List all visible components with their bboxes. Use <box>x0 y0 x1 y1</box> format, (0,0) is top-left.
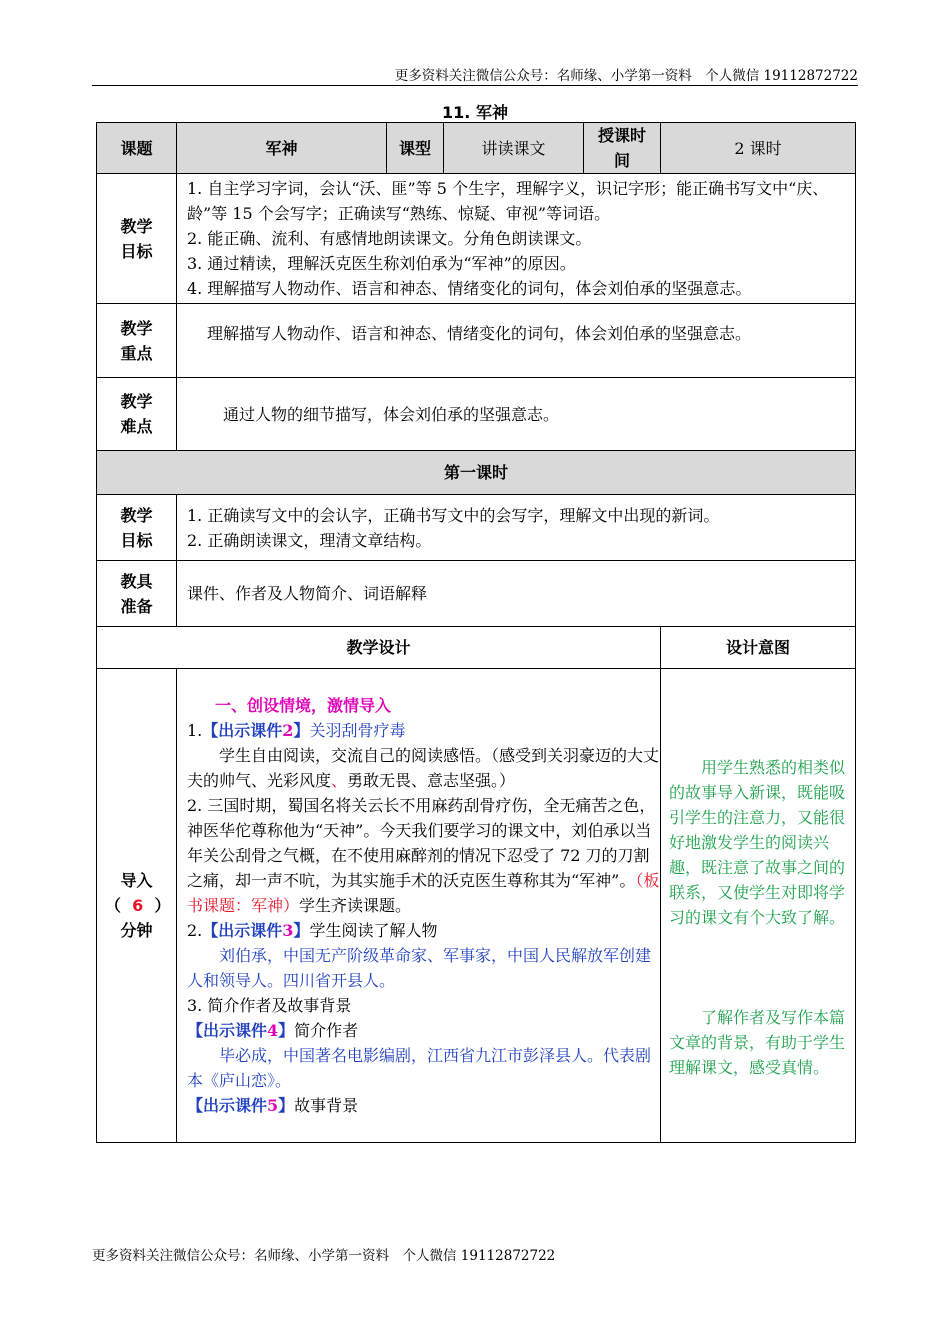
difficulty-label: 教学难点 <box>97 378 177 451</box>
intro-intent <box>661 669 856 1143</box>
intro-item1-text: 学生自由阅读，交流自己的阅读感悟。（感受到关羽豪迈的大丈夫的帅气、光彩风度、勇敢无畏、意志坚强。） <box>187 746 660 790</box>
design-header-row <box>97 627 856 669</box>
intent-2: 了解作者及写作本篇文章的背景，有助于学生理解课文，感受真情。 <box>669 1008 846 1077</box>
lesson1-goal-line: 2. 正确朗读课文，理清文章结构。 <box>187 530 432 550</box>
goals-content <box>177 174 856 304</box>
goal-line: 2. 能正确、流利、有感情地朗读课文。分角色朗读课文。 <box>187 229 592 248</box>
lesson1-goals-content <box>177 495 856 561</box>
goal-line: 4. 理解描写人物动作、语言和神态、情绪变化的词句，体会刘伯承的坚强意志。 <box>187 279 752 298</box>
intro-item4: 3. 简介作者及故事背景 <box>187 996 352 1015</box>
intro-heading: 一、创设情境，激情导入 <box>215 696 392 715</box>
type-label: 课型 <box>387 123 444 174</box>
topic-value: 军神 <box>177 123 387 174</box>
difficulty-row <box>97 378 856 451</box>
page-header: 更多资料关注微信公众号：名师缘、小学第一资料 个人微信 19112872722 <box>394 68 858 84</box>
goals-row <box>97 174 856 304</box>
type-value: 讲读课文 <box>444 123 584 174</box>
lesson1-goals-label: 教学目标 <box>97 495 177 561</box>
item1-title: 关羽刮骨疗毒 <box>309 721 406 740</box>
lesson1-title: 第一课时 <box>97 451 856 495</box>
key-point-row <box>97 304 856 378</box>
intro-label <box>97 669 177 1143</box>
tools-label: 教具准备 <box>97 561 177 627</box>
intro-item5-kj: 【出示课件5】故事背景 <box>187 1096 359 1115</box>
goal-line: 3. 通过精读，理解沃克医生称刘伯承为“军神”的原因。 <box>187 254 576 273</box>
intro-minutes: 6 <box>132 896 144 915</box>
intro-label-a: 导入 <box>120 871 153 890</box>
intent-spacer <box>669 930 849 1005</box>
info-row <box>97 123 856 174</box>
difficulty-text: 通过人物的细节描写，体会刘伯承的坚强意志。 <box>177 378 856 451</box>
intro-item4-detail: 毕必成，中国著名电影编剧，江西省九江市彭泽县人。代表剧本《庐山恋》。 <box>187 1046 652 1090</box>
goals-label: 教学目标 <box>97 174 177 304</box>
header-rule <box>92 85 858 86</box>
page-footer: 更多资料关注微信公众号：名师缘、小学第一资料 个人微信 19112872722 <box>92 1248 556 1264</box>
lesson1-goals-row <box>97 495 856 561</box>
intro-design <box>177 669 661 1143</box>
intro-item1: 1.【出示课件2】关羽刮骨疗毒 <box>187 721 406 740</box>
intro-item3: 2.【出示课件3】学生阅读了解人物 <box>187 921 438 940</box>
intro-item4-kj: 【出示课件4】简介作者 <box>187 1021 359 1040</box>
tools-row <box>97 561 856 627</box>
intro-item2: 2. 三国时期，蜀国名将关云长不用麻药刮骨疗伤，全无痛苦之色，神医华佗尊称他为“天神”。今天我们要学习的课文中，刘伯承以当年关公刮骨之气概，在不使用麻醉剂的情况下忍受了 72 刀的刀割之痛，却一声不吭，为其实施手术的沃克医生尊称其为“军神”。（板书课题：军神）学生齐读课题。 <box>187 796 660 915</box>
time-label: 授课时间 <box>584 123 661 174</box>
lesson-plan-table <box>96 122 856 1143</box>
topic-label: 课题 <box>97 123 177 174</box>
key-point-label: 教学重点 <box>97 304 177 378</box>
design-header: 教学设计 <box>97 627 661 669</box>
intent-header: 设计意图 <box>661 627 856 669</box>
intro-duration: （ 6 ） <box>105 896 171 915</box>
tools-text: 课件、作者及人物简介、词语解释 <box>177 561 856 627</box>
board-note: （板书课题：军神） <box>187 871 660 915</box>
intro-label-b: 分钟 <box>120 921 153 940</box>
goal-line: 1. 自主学习字词，会认“沃、匪”等 5 个生字，理解字义，识记字形；能正确书写文中“庆、龄”等 15 个会写字；正确读写“熟练、惊疑、审视”等词语。 <box>187 179 829 223</box>
lesson1-title-row <box>97 451 856 495</box>
key-point-text: 理解描写人物动作、语言和神态、情绪变化的词句，体会刘伯承的坚强意志。 <box>177 304 856 378</box>
intro-row <box>97 669 856 1143</box>
time-value: 2 课时 <box>661 123 856 174</box>
intent-1: 用学生熟悉的相类似的故事导入新课，既能吸引学生的注意力，又能很好地激发学生的阅读兴趣，既注意了故事之间的联系，又使学生对即将学习的课文有个大致了解。 <box>669 758 846 927</box>
lesson1-goal-line: 1. 正确读写文中的会认字，正确书写文中的会写字，理解文中出现的新词。 <box>187 505 720 525</box>
intro-item3-text: 刘伯承，中国无产阶级革命家、军事家，中国人民解放军创建人和领导人。四川省开县人。 <box>187 946 652 990</box>
document-title: 11. 军神 <box>442 103 508 122</box>
